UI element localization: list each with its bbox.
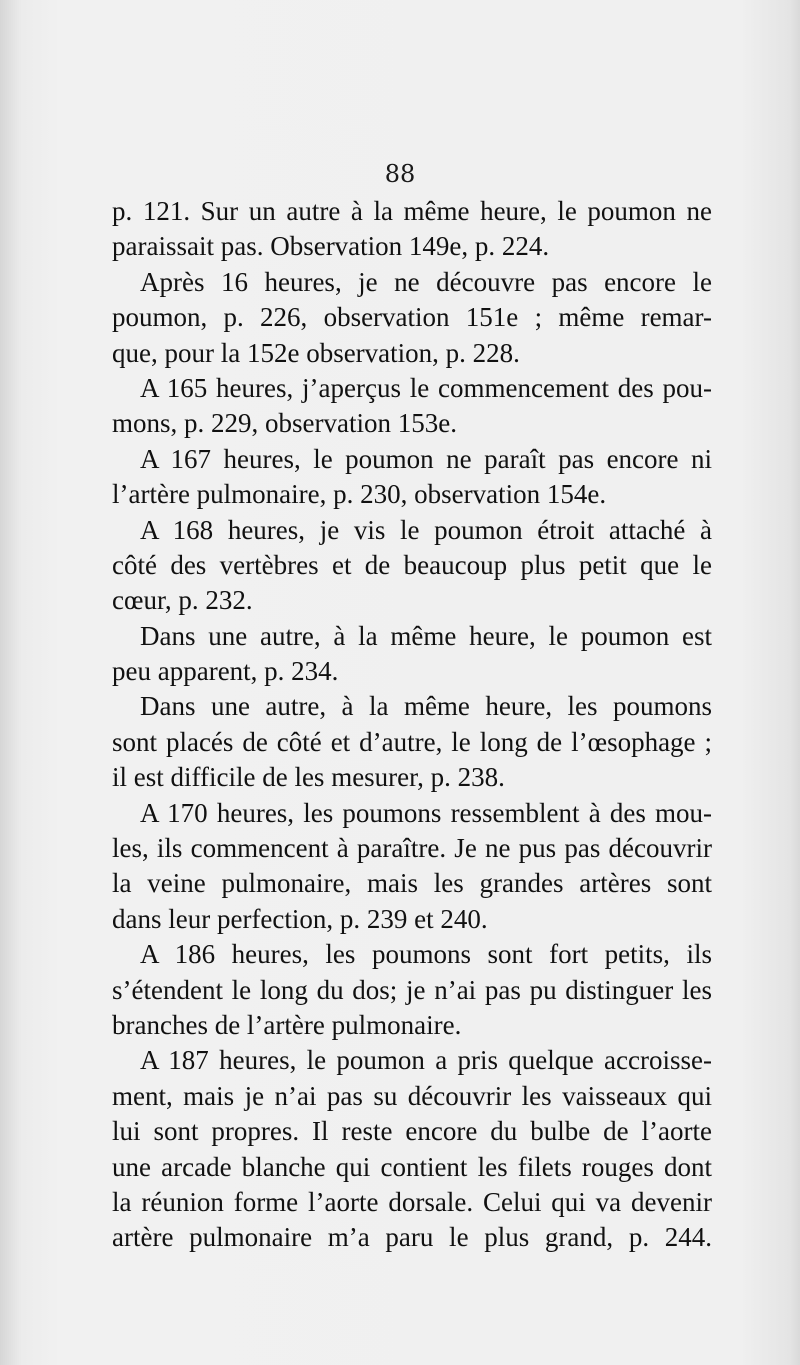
paragraph (112, 796, 712, 938)
text-line: les, ils commencent à paraître. Je ne pus pas découvrir (112, 833, 712, 864)
text-line: côté des vertèbres et de beaucoup plus petit que le (112, 549, 712, 580)
text-line: A 168 heures, je vis le poumon étroit attaché à (140, 514, 712, 545)
text-line: branches de l’artère pulmonaire. (112, 1009, 462, 1040)
text-line: s’étendent le long du dos; je n’ai pas pu distinguer les (112, 974, 712, 1005)
text-line: mons, p. 229, observation 153e. (112, 408, 457, 439)
text-line: lui sont propres. Il reste encore du bulbe de l’aorte (112, 1116, 712, 1147)
text-line: Dans une autre, à la même heure, les poumons (140, 691, 712, 722)
text-line: peu apparent, p. 234. (112, 656, 339, 687)
text-line: p. 121. Sur un autre à la même heure, le poumon ne (112, 196, 712, 226)
text-line: Dans une autre, à la même heure, le poumon est (140, 620, 712, 651)
text-line: A 167 heures, le poumon ne paraît pas encore ni (140, 443, 712, 474)
text-line: Après 16 heures, je ne découvre pas encore le (140, 266, 712, 297)
text-line: sont placés de côté et d’autre, le long de l’œsophage ; (112, 726, 712, 757)
paragraph (112, 194, 712, 265)
paragraph (112, 1043, 712, 1255)
text-line: la réunion forme l’aorte dorsale. Celui qui va devenir (112, 1186, 712, 1217)
paragraph (112, 619, 712, 690)
paragraph (112, 937, 712, 1043)
text-line: une arcade blanche qui contient les filets rouges dont (112, 1151, 712, 1182)
text-line: A 187 heures, le poumon a pris quelque accroisse- (140, 1045, 712, 1076)
text-line: la veine pulmonaire, mais les grandes artères sont (112, 868, 712, 899)
text-line: poumon, p. 226, observation 151e ; même remar- (112, 302, 712, 333)
text-line: artère pulmonaire m’a paru le plus grand, p. 244. (112, 1222, 712, 1253)
text-line: que, pour la 152e observation, p. 228. (112, 337, 520, 368)
text-line: il est difficile de les mesurer, p. 238. (112, 762, 505, 793)
text-line: paraissait pas. Observation 149e, p. 224. (112, 231, 550, 262)
text-line: A 170 heures, les poumons ressemblent à des mou- (140, 797, 712, 828)
text-line: l’artère pulmonaire, p. 230, observation 154e. (112, 479, 607, 510)
text-line: cœur, p. 232. (112, 585, 253, 616)
paragraph (112, 371, 712, 442)
text-line: A 186 heures, les poumons sont fort petits, ils (140, 939, 712, 970)
paragraph (112, 513, 712, 619)
body-text (112, 194, 712, 1256)
paragraph (112, 689, 712, 795)
page-number: 88 (384, 160, 416, 188)
text-line: A 165 heures, j’aperçus le commencement des pou- (140, 372, 712, 403)
paragraph (112, 265, 712, 371)
paragraph (112, 442, 712, 513)
text-line: ment, mais je n’ai pas su découvrir les vaisseaux qui (112, 1080, 712, 1111)
text-line: dans leur perfection, p. 239 et 240. (112, 903, 488, 934)
